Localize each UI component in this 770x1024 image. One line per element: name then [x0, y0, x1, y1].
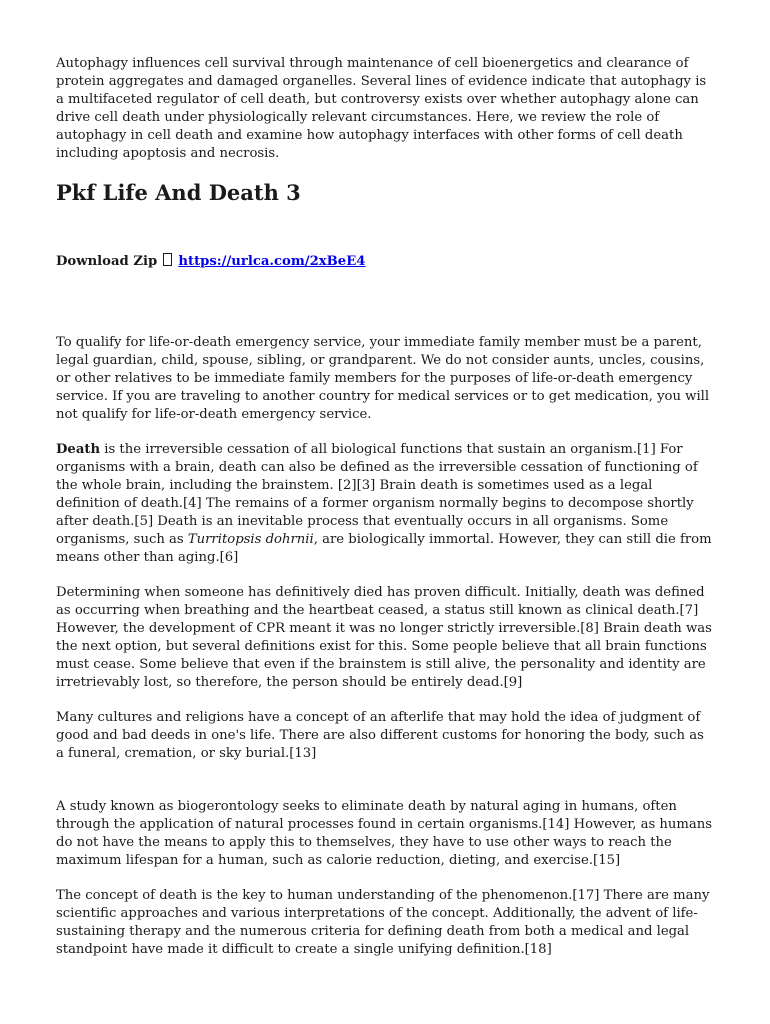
death-text-part2: , are biologically immortal. However, they can still die from means other than aging.[6] — [56, 532, 712, 565]
death-text-part1: is the irreversible cessation of all biological functions that sustain an organism.[1] For organisms with a brain, death can also be defined as the irreversible cessation of functioning of the whole brain, including the brainstem. [2][3] Brain death is sometimes used as a legal definition of death.[4] The remains of a former organism normally begins to decompose shortly after death.[5] Death is an inevitable process that eventually occurs in all organisms. Some organisms, such as — [56, 442, 698, 547]
death-term: Death — [56, 442, 101, 457]
paragraph-life-or-death: To qualify for life-or-death emergency service, your immediate family member must be a parent, legal guardian, child, spouse, sibling, or grandparent. We do not consider aunts, uncles, cousins, or other relatives to be immediate family members for the purposes of life-or-death emergency service. If you are traveling to another country for medical services or to get medication, you will not qualify for life-or-death emergency service. — [56, 335, 710, 422]
arrow-icon — [163, 253, 172, 266]
paragraph-concept: The concept of death is the key to human understanding of the phenomenon.[17] There are many scientific approaches and various interpretations of the concept. Additionally, the advent of life-sustaining therapy and the numerous criteria for defining death from both a medical and legal standpoint have made it difficult to create a single unifying definition.[18] — [56, 888, 710, 957]
download-line — [56, 253, 714, 271]
paragraph-determining: Determining when someone has definitively died has proven difficult. Initially, death was defined as occurring when breathing and the heartbeat ceased, a status still known as clinical death.[7] However, the development of CPR meant it was no longer strictly irreversible.[8] Brain death was the next option, but several definitions exist for this. Some people believe that all brain functions must cease. Some believe that even if the brainstem is still alive, the personality and identity are irretrievably lost, so therefore, the person should be entirely dead.[9] — [56, 585, 712, 690]
paragraph-death — [56, 441, 714, 567]
species-name: Turritopsis dohrnii — [187, 532, 314, 547]
intro-paragraph: Autophagy influences cell survival through maintenance of cell bioenergetics and clearance of protein aggregates and damaged organelles. Several lines of evidence indicate that autophagy is a multifaceted regulator of cell death, but controversy exists over whether autophagy alone can drive cell death under physiologically relevant circumstances. Here, we review the role of autophagy in cell death and examine how autophagy interfaces with other forms of cell death including apoptosis and necrosis. — [56, 56, 707, 161]
page-title: Pkf Life And Death 3 — [56, 180, 301, 205]
download-link[interactable]: https://urlca.com/2xBeE4 — [178, 254, 366, 269]
paragraph-biogerontology: A study known as biogerontology seeks to eliminate death by natural aging in humans, often through the application of natural processes found in certain organisms.[14] However, as humans do not have the means to apply this to themselves, they have to use other ways to reach the maximum lifespan for a human, such as calorie reduction, dieting, and exercise.[15] — [56, 799, 713, 868]
download-label: Download Zip — [56, 254, 158, 269]
paragraph-cultures: Many cultures and religions have a concept of an afterlife that may hold the idea of judgment of good and bad deeds in one's life. There are also different customs for honoring the body, such as a funeral, cremation, or sky burial.[13] — [56, 710, 704, 761]
